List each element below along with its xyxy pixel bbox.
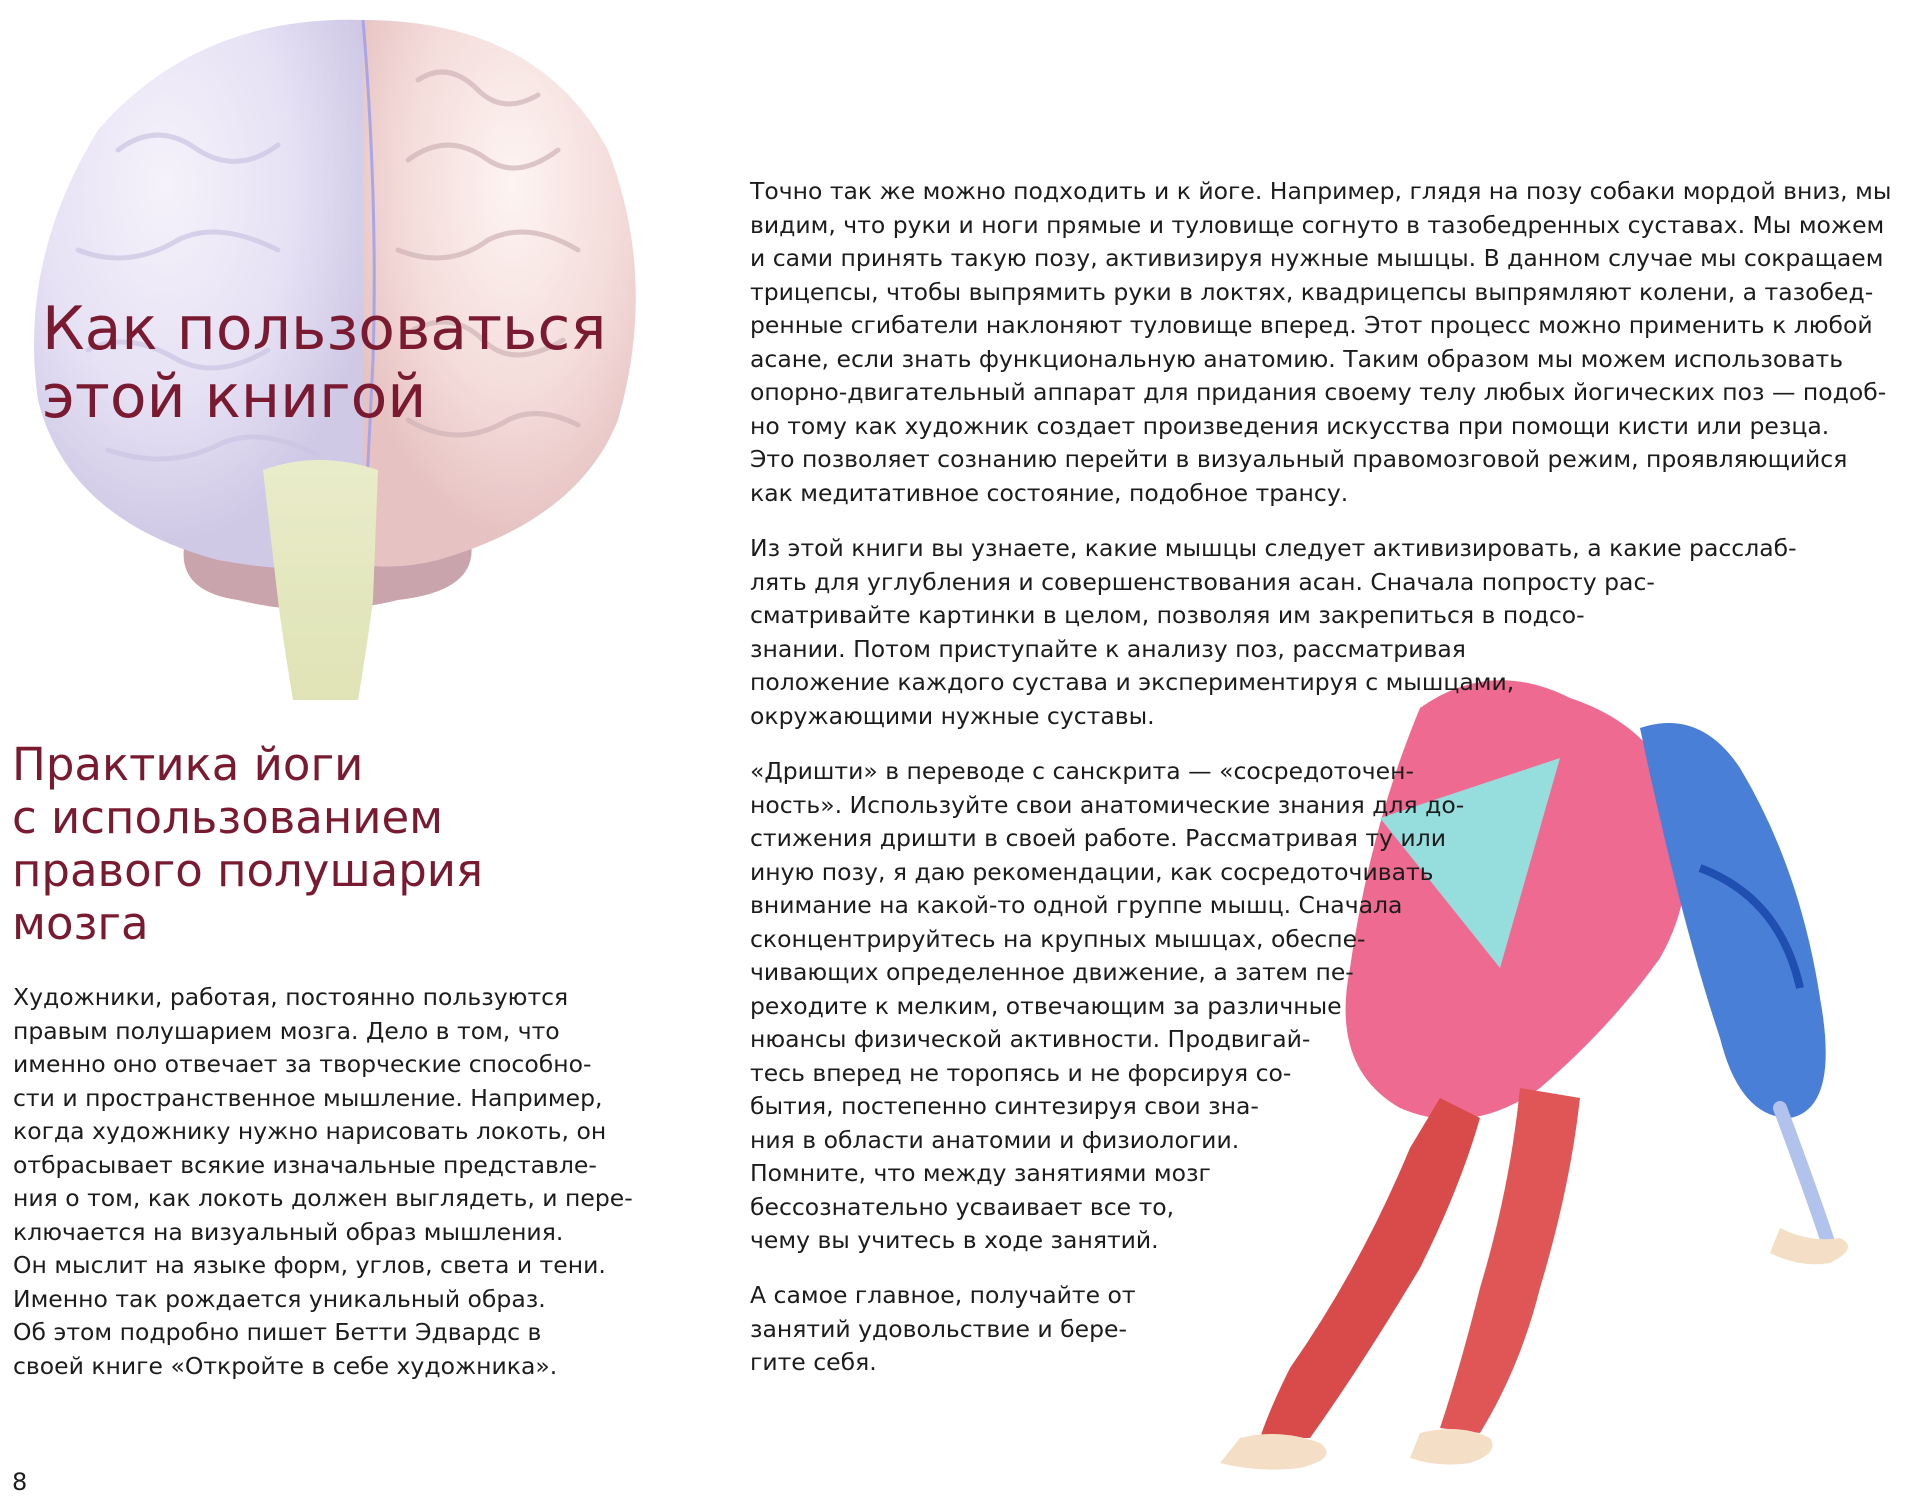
text-line: Об этом подробно пишет Бетти Эдвардс в — [13, 1318, 542, 1346]
text-line: иную позу, я даю рекомендации, как сосредоточивать — [750, 857, 1434, 886]
page-number: 8 — [12, 1468, 28, 1496]
text-line: «Дришти» в переводе с санскрита — «сосредоточен- — [750, 757, 1414, 785]
section-heading — [12, 738, 483, 950]
text-line: положение каждого сустава и экспериментируя с мышцами, — [750, 668, 1515, 696]
text-line: Именно так рождается уникальный образ. — [13, 1284, 546, 1313]
text-line: Художники, работая, постоянно пользуются — [13, 983, 569, 1011]
text-line: ность». Используйте свои анатомические знания для до- — [750, 790, 1465, 819]
text-line: отбрасывает всякие изначальные представле- — [13, 1150, 597, 1179]
text-line: трицепсы, чтобы выпрямить руки в локтях, квадрицепсы выпрямляют колени, а тазобед- — [750, 277, 1874, 306]
text-line: гите себя. — [750, 1348, 877, 1376]
text-line: бессознательно усваивает все то, — [750, 1192, 1175, 1221]
text-line: своей книге «Откройте в себе художника». — [13, 1351, 558, 1380]
right-paragraph-2 — [750, 532, 1797, 733]
text-line: окружающими нужные суставы. — [750, 701, 1155, 730]
right-paragraph-4 — [750, 1279, 1136, 1380]
text-line: опорно-двигательный аппарат для придания своему телу любых йогических поз — подоб- — [750, 378, 1887, 406]
text-line: когда художнику нужно нарисовать локоть, он — [13, 1117, 607, 1145]
text-line: Из этой книги вы узнаете, какие мышцы следует активизировать, а какие расслаб- — [750, 534, 1797, 562]
section-heading-line: правого полушария — [12, 844, 484, 897]
text-line: ния о том, как локоть должен выглядеть, и пере- — [13, 1184, 633, 1212]
section-heading-line: Практика йоги — [12, 738, 364, 791]
text-line: реходите к мелким, отвечающим за различные — [750, 991, 1342, 1020]
text-line: лять для углубления и совершенствования асан. Сначала попросту рас- — [750, 567, 1655, 596]
text-line: знании. Потом приступайте к анализу поз, рассматривая — [750, 634, 1466, 663]
text-line: нюансы физической активности. Продвигай- — [750, 1025, 1311, 1053]
right-paragraph-3 — [750, 755, 1464, 1258]
text-line: Точно так же можно подходить и к йоге. Например, глядя на позу собаки мордой вниз, мы — [750, 177, 1892, 205]
text-line: сматривайте картинки в целом, позволяя им закрепиться в подсо- — [750, 601, 1585, 629]
left-body-paragraph — [13, 981, 633, 1383]
text-line: сконцентрируйтесь на крупных мышцах, обеспе- — [750, 924, 1366, 953]
text-line: стижения дришти в своей работе. Рассматривая ту или — [750, 824, 1446, 852]
text-line: ренные сгибатели наклоняют туловище вперед. Этот процесс можно применить к любой — [750, 311, 1873, 339]
text-line: но тому как художник создает произведения искусства при помощи кисти или резца. — [750, 411, 1830, 440]
text-line: занятий удовольствие и бере- — [750, 1314, 1127, 1343]
text-line: Помните, что между занятиями мозг — [750, 1159, 1211, 1187]
text-line: чивающих определенное движение, а затем пе- — [750, 958, 1354, 986]
page-title — [42, 295, 606, 431]
text-line: как медитативное состояние, подобное трансу. — [750, 478, 1349, 507]
section-heading-line: с использованием — [12, 791, 444, 844]
text-line: бытия, постепенно синтезируя свои зна- — [750, 1092, 1259, 1120]
text-line: именно оно отвечает за творческие способно- — [13, 1050, 592, 1078]
text-line: асане, если знать функциональную анатомию. Таким образом мы можем использовать — [750, 344, 1844, 373]
text-line: правым полушарием мозга. Дело в том, что — [13, 1016, 560, 1045]
text-line: тесь вперед не торопясь и не форсируя со- — [750, 1058, 1292, 1087]
right-paragraph-1 — [750, 175, 1891, 510]
text-line: Это позволяет сознанию перейти в визуальный правомозговой режим, проявляющийся — [750, 445, 1848, 473]
text-line: внимание на какой-то одной группе мышц. Сначала — [750, 891, 1403, 919]
text-line: Он мыслит на языке форм, углов, света и тени. — [13, 1251, 606, 1279]
text-line: видим, что руки и ноги прямые и туловище согнуто в тазобедренных суставах. Мы можем — [750, 210, 1885, 239]
text-line: ния в области анатомии и физиологии. — [750, 1125, 1240, 1154]
text-line: сти и пространственное мышление. Например, — [13, 1083, 603, 1112]
text-line: и сами принять такую позу, активизируя нужные мышцы. В данном случае мы сокращаем — [750, 244, 1884, 272]
text-line: чему вы учитесь в ходе занятий. — [750, 1226, 1159, 1254]
title-line-2: этой книгой — [42, 362, 427, 432]
section-heading-line: мозга — [12, 897, 149, 950]
title-line-1: Как пользоваться — [42, 294, 607, 364]
text-line: А самое главное, получайте от — [750, 1281, 1136, 1309]
text-line: ключается на визуальный образ мышления. — [13, 1217, 564, 1246]
